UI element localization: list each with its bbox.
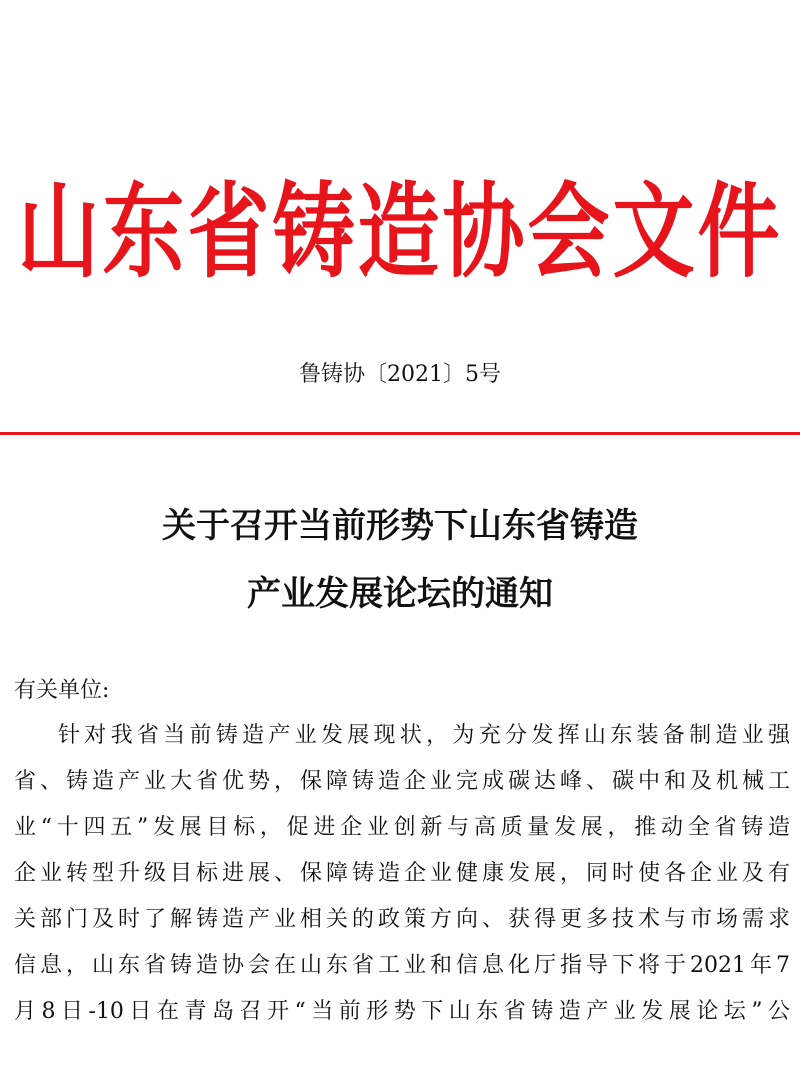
document-number: 鲁铸协〔2021〕5号 — [299, 362, 501, 387]
red-divider-line — [0, 432, 800, 435]
document-masthead — [0, 168, 800, 298]
notice-title-line-1: 关于召开当前形势下山东省铸造 — [162, 506, 638, 546]
notice-title-line-2: 产业发展论坛的通知 — [247, 574, 553, 614]
body-line: 针对我省当前铸造产业发展现状，为充分发挥山东装备制造业强 — [58, 723, 790, 748]
masthead-title: 山东省铸造协会文件 — [17, 173, 783, 292]
body-line: 省、铸造产业大省优势，保障铸造企业完成碳达峰、碳中和及机械工 — [14, 769, 790, 794]
body-line: 关部门及时了解铸造产业相关的政策方向、获得更多技术与市场需求 — [14, 907, 790, 932]
body-line: 信息，山东省铸造协会在山东省工业和信息化厅指导下将于2021年7 — [14, 953, 790, 978]
body-line: 月8日-10日在青岛召开“当前形势下山东省铸造产业发展论坛”公 — [14, 999, 790, 1024]
body-line: 企业转型升级目标进展、保障铸造企业健康发展，同时使各企业及有 — [14, 861, 790, 886]
salutation: 有关单位: — [14, 678, 110, 703]
body-line: 业“十四五”发展目标，促进企业创新与高质量发展，推动全省铸造 — [14, 815, 790, 840]
